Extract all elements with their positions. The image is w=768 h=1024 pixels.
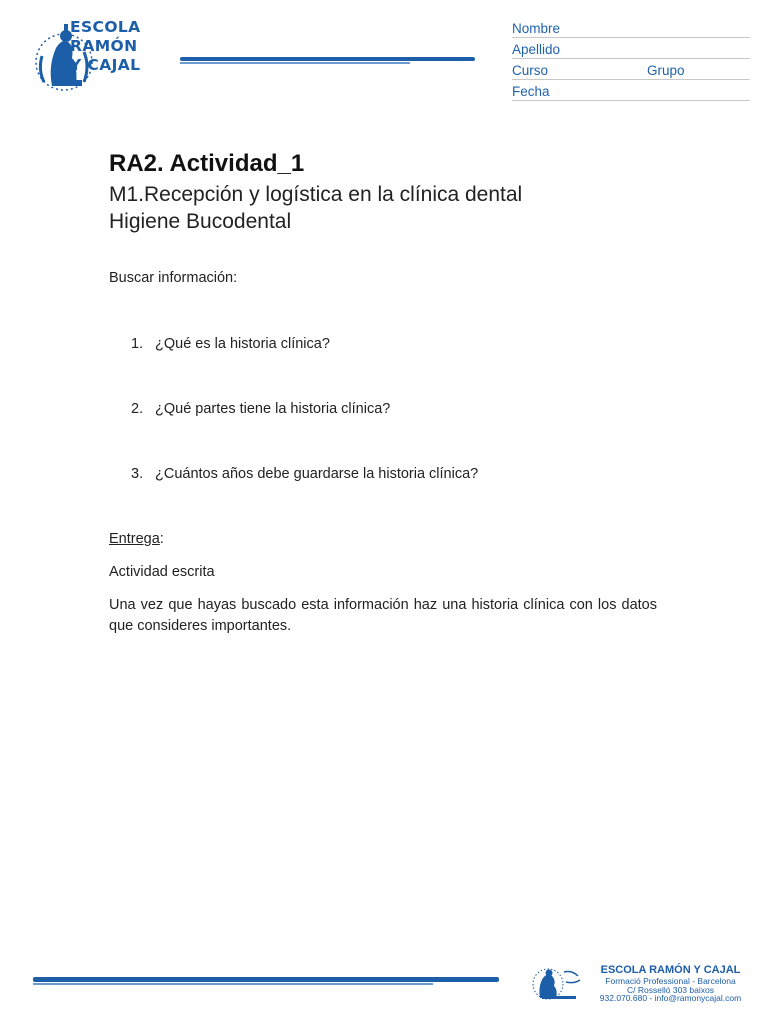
instructions-paragraph: Una vez que hayas buscado esta información haz una historia clínica con los datos que consideres importantes. (109, 597, 657, 634)
question-number: 2. (131, 401, 144, 417)
question-number: 3. (131, 466, 144, 482)
school-name-line2: RAMÓN (70, 37, 138, 55)
apellido-label: Apellido (512, 42, 561, 57)
header-divider-accent (180, 62, 410, 64)
header-divider (180, 57, 475, 61)
footer-line-2: C/ Rosselló 303 baixos (627, 984, 714, 995)
delivery-type: Actividad escrita (109, 564, 215, 580)
curso-label: Curso (512, 63, 549, 78)
student-info-fields (512, 17, 750, 101)
question-item (131, 336, 330, 352)
nombre-label: Nombre (512, 21, 561, 36)
question-item (131, 466, 478, 482)
footer-line-1: Formació Professional - Barcelona (605, 976, 736, 986)
footer-school-logo (528, 962, 584, 1002)
footer-line-3: 932.070.680 - info@ramonycajal.com (599, 993, 742, 1003)
footer-school-name: ESCOLA RAMÓN Y CAJAL (600, 964, 741, 976)
fecha-field[interactable] (512, 80, 750, 101)
delivery-heading (109, 531, 164, 547)
intro-text: Buscar información: (109, 270, 238, 286)
module-name: M1.Recepción y logística en la clínica dental (109, 183, 523, 206)
delivery-label: Entrega (109, 531, 160, 547)
school-name-line1: ESCOLA (70, 18, 141, 36)
fecha-label: Fecha (512, 84, 550, 99)
question-item (131, 401, 390, 417)
document-title: RA2. Actividad_1 (109, 150, 305, 177)
curso-grupo-field[interactable] (512, 59, 750, 80)
footer-contact (588, 965, 753, 1003)
school-name-line3: Y CAJAL (70, 56, 141, 74)
question-text: ¿Qué partes tiene la historia clínica? (155, 401, 391, 417)
school-name (70, 18, 141, 75)
document-subtitle (109, 181, 522, 235)
question-number: 1. (131, 336, 144, 352)
question-text: ¿Cuántos años debe guardarse la historia clínica? (155, 466, 479, 482)
course-name: Higiene Bucodental (109, 210, 292, 233)
grupo-label: Grupo (647, 63, 685, 78)
delivery-colon: : (159, 531, 164, 547)
apellido-field[interactable] (512, 38, 750, 59)
question-text: ¿Qué es la historia clínica? (155, 336, 330, 352)
nombre-field[interactable] (512, 17, 750, 38)
footer-divider-accent (33, 983, 433, 985)
footer-divider (33, 977, 499, 982)
